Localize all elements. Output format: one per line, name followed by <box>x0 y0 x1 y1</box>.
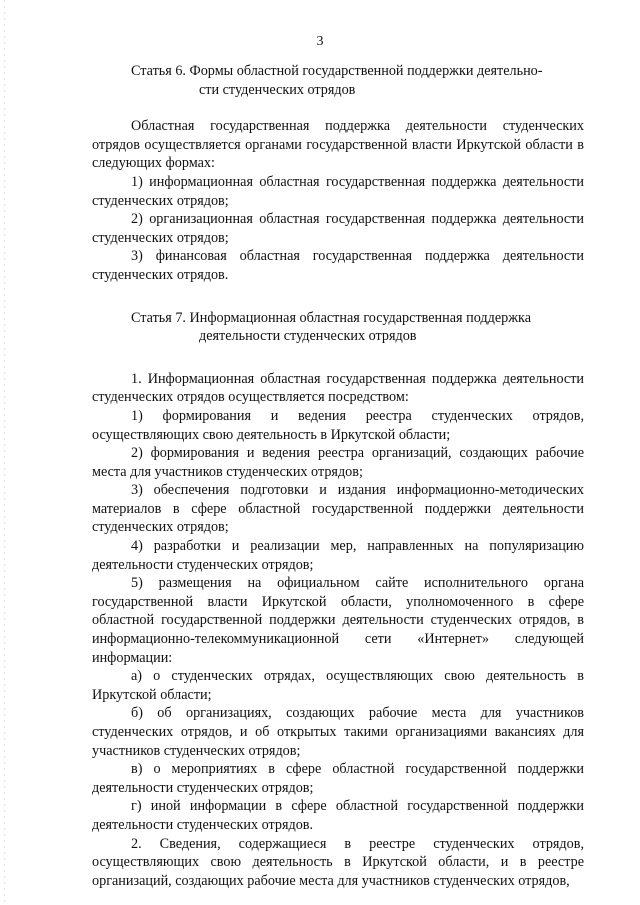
article-6-title <box>92 62 584 99</box>
article-6-paragraph: 1) информационная областная государственная поддержка деятельности студенческих отрядов; <box>92 173 584 209</box>
article-7-paragraph: б) об организациях, создающих рабочие места для участников студенческих отрядов, и об открытых такими организациями вакансиях для участников студенческих отрядов; <box>92 705 584 759</box>
article-6-paragraph: Областная государственная поддержка деятельности студенческих отрядов осуществляется органами государственной власти Иркутской области в следующих формах: <box>92 118 584 172</box>
article-6-title-line2: сти студенческих отрядов <box>199 81 356 98</box>
article-7-paragraph: 5) размещения на официальном сайте исполнительного органа государственной власти Иркутской области, уполномоченного в сфере областной государственной поддержки деятельности студенческих отрядов, в информационно-телекоммуникационной сети «Интернет» следующей информации: <box>92 575 584 666</box>
article-7-paragraph: 1. Информационная областная государственная поддержка деятельности студенческих отрядов осуществляется посредством: <box>92 370 584 406</box>
page-number: 3 <box>316 34 324 49</box>
article-6-paragraph: 2) организационная областная государственная поддержка деятельности студенческих отрядов; <box>92 211 584 246</box>
scan-edge <box>4 0 5 905</box>
article-7-paragraph: а) о студенческих отрядах, осуществляющих свою деятельность в Иркутской области; <box>92 668 584 703</box>
article-7-paragraph: 3) обеспечения подготовки и издания информационно-методических материалов в сфере областной государственной поддержки деятельности студенческих отрядов; <box>92 482 584 536</box>
article-6-paragraph: 3) финансовая областная государственная поддержка деятельности студенческих отрядов. <box>92 248 584 283</box>
article-6-title-line1: Статья 6. Формы областной государственной поддержки деятельно- <box>131 63 543 79</box>
article-7-title <box>92 309 584 346</box>
article-7-paragraph: 4) разработки и реализации мер, направленных на популяризацию деятельности студенческих отрядов; <box>92 538 584 573</box>
article-7-paragraph: в) о мероприятиях в сфере областной государственной поддержки деятельности студенческих отрядов; <box>92 761 584 796</box>
article-7-paragraph: 2) формирования и ведения реестра организаций, создающих рабочие места для участников студенческих отрядов; <box>92 445 584 480</box>
article-7-title-line1: Статья 7. Информационная областная государственная поддержка <box>131 309 531 326</box>
article-7-paragraph: г) иной информации в сфере областной государственной поддержки деятельности студенческих отрядов. <box>92 798 584 833</box>
article-7-paragraph: 2. Сведения, содержащиеся в реестре студенческих отрядов, осуществляющих свою деятельность в Иркутской области, и в реестре организаций, создающих рабочие места для участников студенческих отрядов, <box>92 835 584 889</box>
document-body <box>92 62 584 890</box>
article-7-paragraph: 1) формирования и ведения реестра студенческих отрядов, осуществляющих свою деятельность в Иркутской области; <box>92 407 584 443</box>
article-7-title-line2: деятельности студенческих отрядов <box>199 328 417 345</box>
